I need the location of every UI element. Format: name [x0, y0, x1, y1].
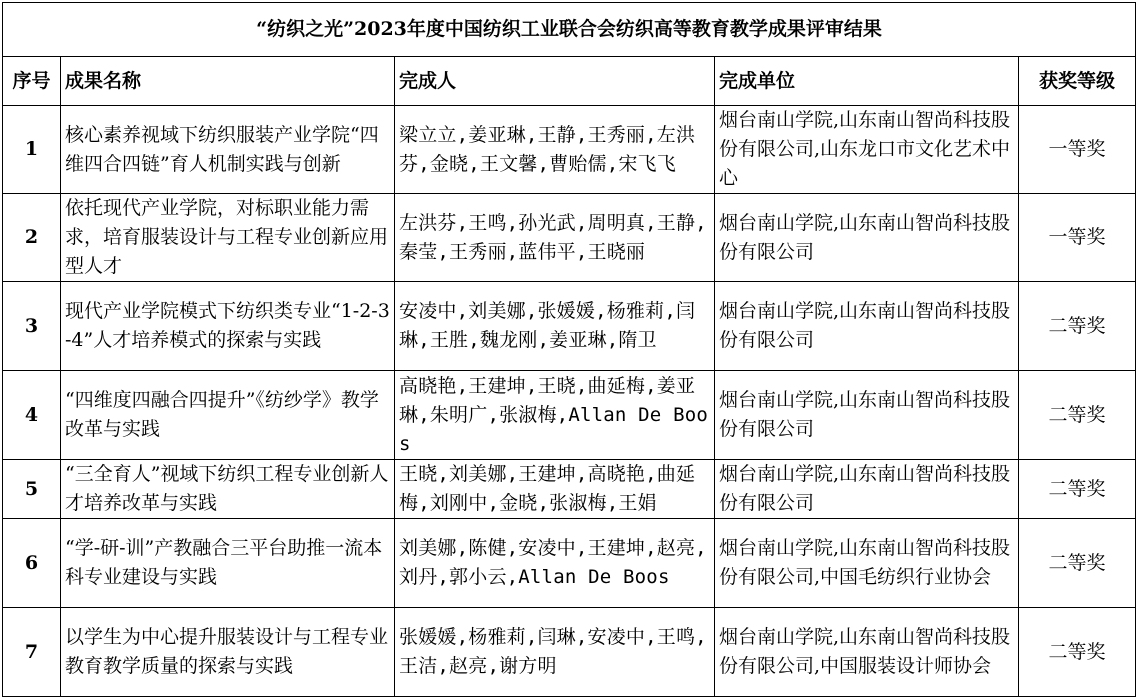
- results-table: [2, 2, 1136, 697]
- header-people: 完成人: [395, 57, 715, 106]
- table-row: [3, 106, 1136, 194]
- row-award: 二等奖: [1019, 282, 1136, 371]
- row-people: 张媛媛,杨雅莉,闫琳,安凌中,王鸣,王洁,赵亮,谢方明: [395, 608, 715, 697]
- row-name: “三全育人”视域下纺织工程专业创新人才培养改革与实践: [61, 460, 395, 519]
- row-award: 二等奖: [1019, 371, 1136, 460]
- table-row: [3, 460, 1136, 519]
- row-name: “四维度四融合四提升”《纺纱学》教学改革与实践: [61, 371, 395, 460]
- header-no: 序号: [3, 57, 61, 106]
- row-award: 二等奖: [1019, 608, 1136, 697]
- row-no: 3: [3, 282, 61, 371]
- title-row: [3, 3, 1136, 57]
- table-row: [3, 371, 1136, 460]
- row-people: 安凌中,刘美娜,张媛媛,杨雅莉,闫琳,王胜,魏龙刚,姜亚琳,隋卫: [395, 282, 715, 371]
- row-people: 刘美娜,陈健,安凌中,王建坤,赵亮,刘丹,郭小云,Allan De Boos: [395, 519, 715, 608]
- header-award: 获奖等级: [1019, 57, 1136, 106]
- row-no: 6: [3, 519, 61, 608]
- header-unit: 完成单位: [715, 57, 1019, 106]
- row-unit: 烟台南山学院,山东南山智尚科技股份有限公司,山东龙口市文化艺术中心: [715, 106, 1019, 194]
- row-name: 现代产业学院模式下纺织类专业“1-2-3-4”人才培养模式的探索与实践: [61, 282, 395, 371]
- row-award: 一等奖: [1019, 194, 1136, 282]
- table-row: [3, 282, 1136, 371]
- row-name: “学-研-训”产教融合三平台助推一流本科专业建设与实践: [61, 519, 395, 608]
- row-unit: 烟台南山学院,山东南山智尚科技股份有限公司: [715, 460, 1019, 519]
- row-people: 左洪芬,王鸣,孙光武,周明真,王静,秦莹,王秀丽,蓝伟平,王晓丽: [395, 194, 715, 282]
- row-no: 1: [3, 106, 61, 194]
- row-unit: 烟台南山学院,山东南山智尚科技股份有限公司: [715, 194, 1019, 282]
- row-no: 5: [3, 460, 61, 519]
- row-unit: 烟台南山学院,山东南山智尚科技股份有限公司: [715, 371, 1019, 460]
- table-row: [3, 194, 1136, 282]
- row-award: 一等奖: [1019, 106, 1136, 194]
- row-unit: 烟台南山学院,山东南山智尚科技股份有限公司: [715, 282, 1019, 371]
- header-row: [3, 57, 1136, 106]
- table-row: [3, 608, 1136, 697]
- row-people: 王晓,刘美娜,王建坤,高晓艳,曲延梅,刘刚中,金晓,张淑梅,王娟: [395, 460, 715, 519]
- row-people: 梁立立,姜亚琳,王静,王秀丽,左洪芬,金晓,王文馨,曹贻儒,宋飞飞: [395, 106, 715, 194]
- row-name: 以学生为中心提升服装设计与工程专业教育教学质量的探索与实践: [61, 608, 395, 697]
- row-award: 二等奖: [1019, 519, 1136, 608]
- row-name: 核心素养视域下纺织服装产业学院“四维四合四链”育人机制实践与创新: [61, 106, 395, 194]
- row-people: 高晓艳,王建坤,王晓,曲延梅,姜亚琳,朱明广,张淑梅,Allan De Boos: [395, 371, 715, 460]
- row-award: 二等奖: [1019, 460, 1136, 519]
- table-row: [3, 519, 1136, 608]
- row-no: 7: [3, 608, 61, 697]
- row-unit: 烟台南山学院,山东南山智尚科技股份有限公司,中国服装设计师协会: [715, 608, 1019, 697]
- row-no: 2: [3, 194, 61, 282]
- table-title: “纺织之光”2023年度中国纺织工业联合会纺织高等教育教学成果评审结果: [3, 3, 1136, 57]
- row-unit: 烟台南山学院,山东南山智尚科技股份有限公司,中国毛纺织行业协会: [715, 519, 1019, 608]
- row-name: 依托现代产业学院，对标职业能力需求，培育服装设计与工程专业创新应用型人才: [61, 194, 395, 282]
- header-name: 成果名称: [61, 57, 395, 106]
- row-no: 4: [3, 371, 61, 460]
